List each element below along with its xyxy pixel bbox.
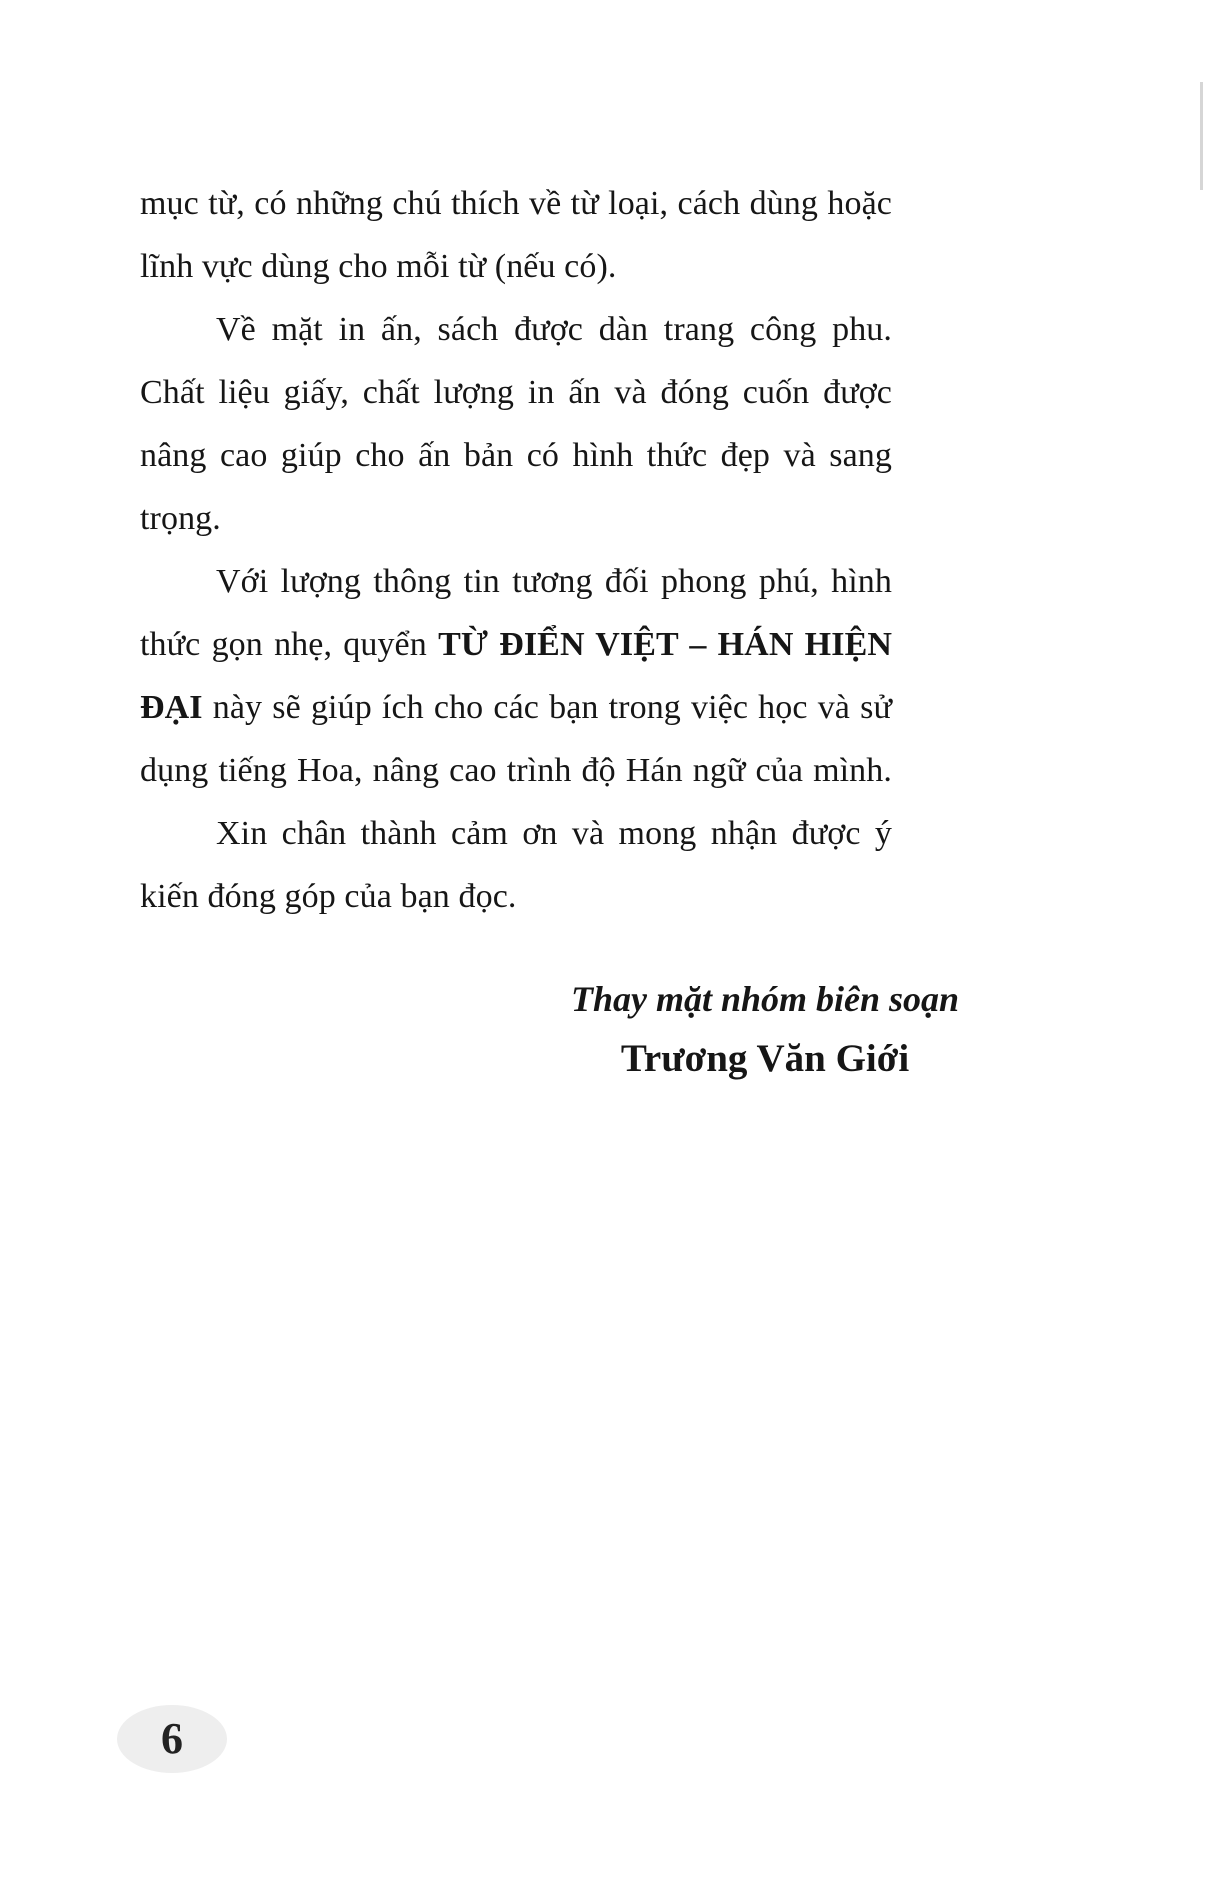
- page-number-badge: [117, 1705, 227, 1773]
- paragraph: [140, 172, 892, 298]
- text-line: [140, 865, 892, 928]
- text-line: [140, 739, 892, 802]
- text-segment: Với lượng thông tin tương đối phong phú, hình: [216, 563, 892, 600]
- text-segment: mục từ, có những chú thích về từ loại, cách dùng hoặc: [140, 185, 892, 222]
- text-segment: dụng tiếng Hoa, nâng cao trình độ Hán ngữ của mình.: [140, 752, 892, 789]
- text-line: [140, 235, 892, 298]
- signature-name: Trương Văn Giới: [620, 1037, 910, 1080]
- scan-artifact-line: [1200, 82, 1203, 190]
- text-line: [140, 550, 892, 613]
- text-segment: Về mặt in ấn, sách được dàn trang công phu.: [216, 311, 892, 348]
- text-line: [140, 802, 892, 865]
- text-line: [140, 298, 892, 361]
- text-segment: thức gọn nhẹ, quyển: [140, 626, 439, 663]
- text-segment: kiến đóng góp của bạn đọc.: [140, 878, 517, 915]
- paragraph: [140, 298, 892, 550]
- text-line: [140, 361, 892, 424]
- text-line: [140, 613, 892, 676]
- text-line: [140, 487, 892, 550]
- book-title-emphasis: TỪ ĐIỂN VIỆT – HÁN HIỆN: [438, 626, 892, 663]
- book-title-emphasis: ĐẠI: [140, 689, 203, 726]
- body-text: [140, 172, 892, 928]
- text-segment: Xin chân thành cảm ơn và mong nhận được ý: [216, 815, 892, 852]
- text-segment: này sẽ giúp ích cho các bạn trong việc học và sử: [202, 689, 892, 726]
- text-line: [140, 676, 892, 739]
- signature-block: [540, 975, 990, 1083]
- text-line: [140, 172, 892, 235]
- signature-role: Thay mặt nhóm biên soạn: [570, 979, 960, 1019]
- text-segment: nâng cao giúp cho ấn bản có hình thức đẹp và sang: [140, 437, 892, 474]
- text-line: [140, 424, 892, 487]
- paragraph: [140, 802, 892, 928]
- text-segment: Chất liệu giấy, chất lượng in ấn và đóng cuốn được: [140, 374, 892, 411]
- text-segment: trọng.: [140, 500, 221, 537]
- paragraph: [140, 550, 892, 802]
- text-segment: lĩnh vực dùng cho mỗi từ (nếu có).: [140, 248, 617, 285]
- page-number: 6: [161, 1713, 183, 1763]
